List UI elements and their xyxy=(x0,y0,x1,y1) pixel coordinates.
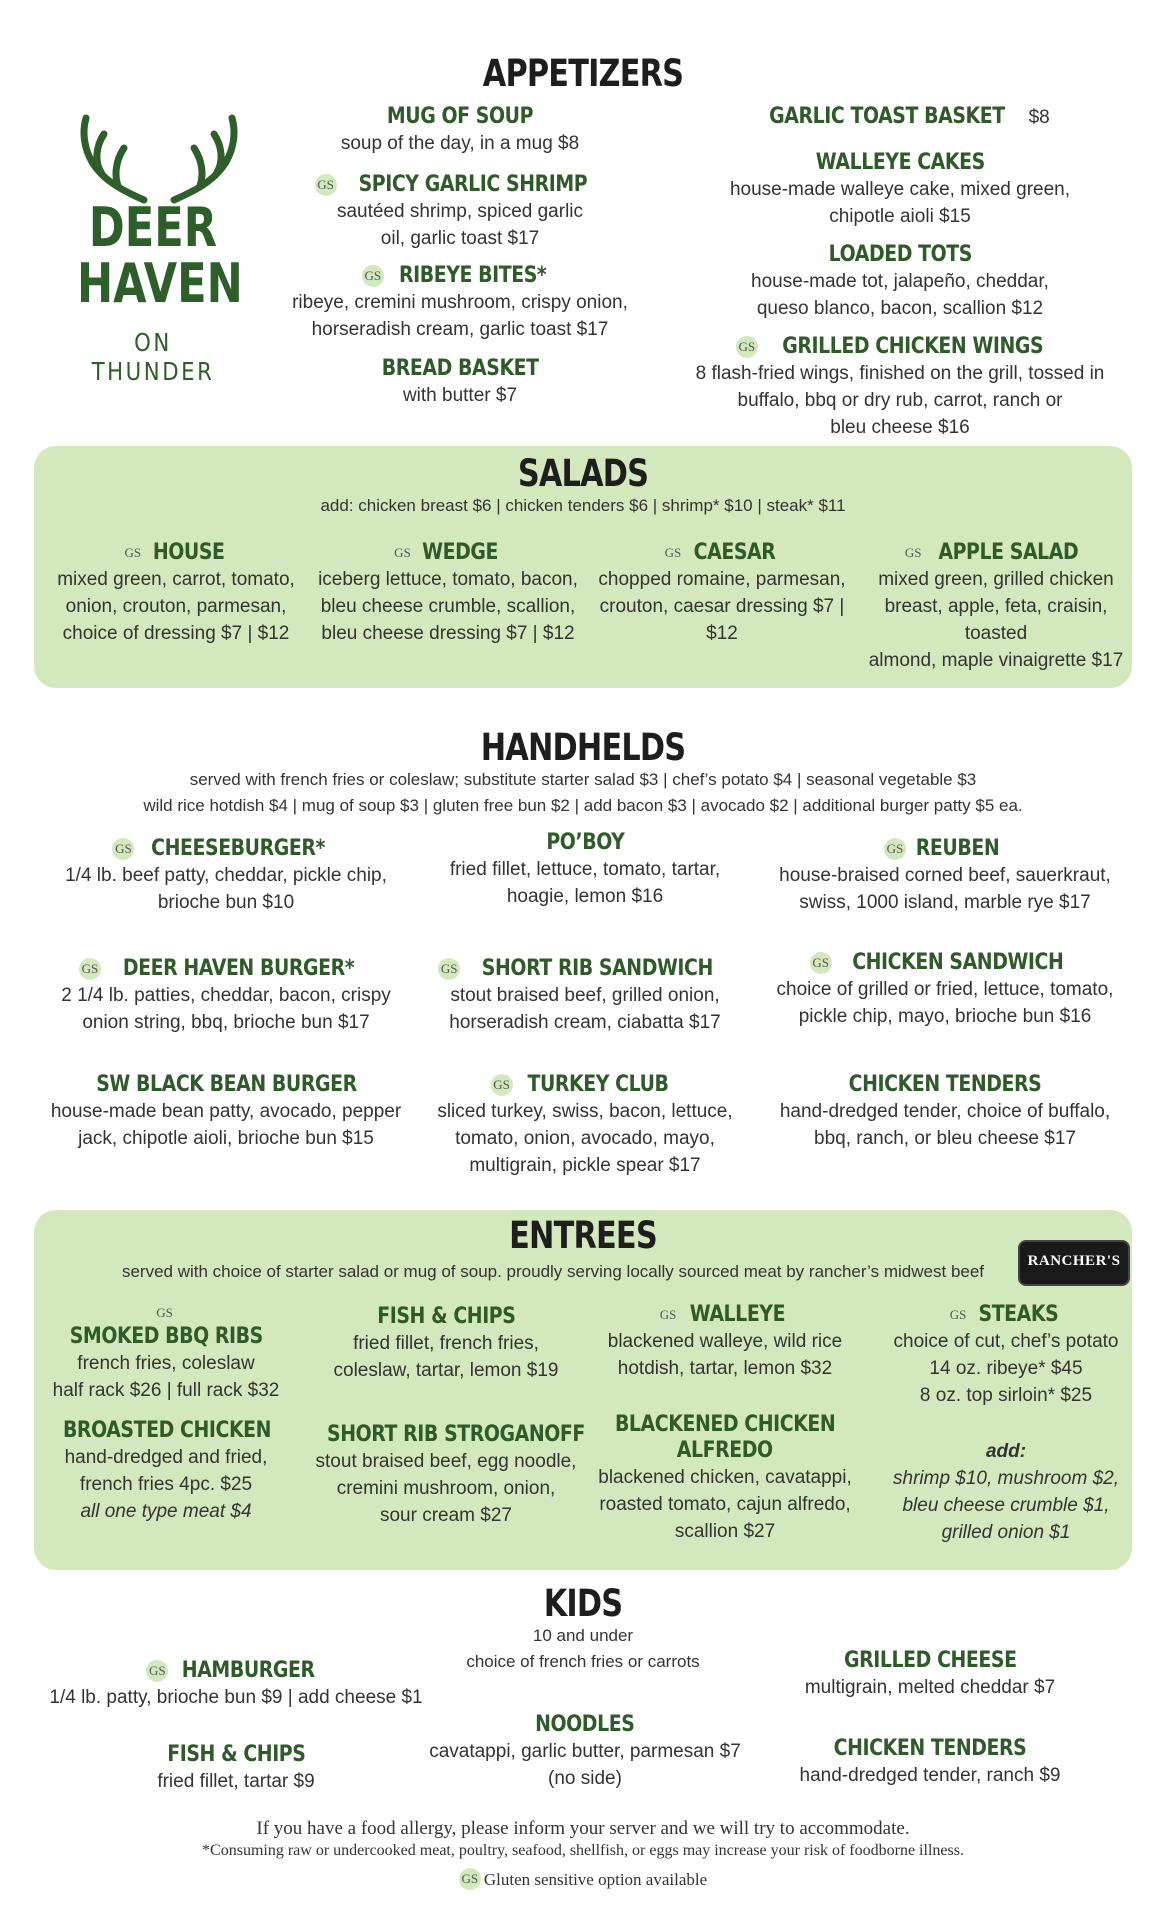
item-desc: mixed green, carrot, tomato, xyxy=(57,569,295,590)
item-name: NOODLES xyxy=(535,1712,635,1737)
item-desc: house-braised corned beef, sauerkraut, xyxy=(779,865,1111,886)
appetizers-title: APPETIZERS xyxy=(482,52,684,95)
item-name: LOADED TOTS xyxy=(828,242,972,267)
gluten-sensitive-icon: GS xyxy=(657,1304,679,1326)
ranchers-logo: RANCHER'S xyxy=(1018,1240,1130,1286)
item-name: GRILLED CHICKEN WINGS xyxy=(781,334,1043,359)
gluten-sensitive-icon: GS xyxy=(122,542,144,564)
add-label: add: xyxy=(985,1441,1027,1462)
item-desc: house-made bean patty, avocado, pepper xyxy=(50,1101,402,1122)
kids-age: 10 and under xyxy=(532,1626,634,1645)
gluten-sensitive-icon: GS xyxy=(315,174,337,196)
item-desc: bleu cheese crumble, scallion, xyxy=(320,596,576,617)
item-desc: ribeye, cremini mushroom, crispy onion, xyxy=(292,292,628,313)
item-desc: breast, apple, feta, craisin, toasted xyxy=(884,596,1108,644)
antlers-icon xyxy=(74,112,244,204)
item-name: SHORT RIB STROGANOFF xyxy=(326,1422,585,1447)
menu-item-caesar-salad xyxy=(584,540,860,647)
item-desc: stout braised beef, grilled onion, xyxy=(450,985,720,1006)
item-desc: french fries, coleslaw xyxy=(77,1353,255,1374)
item-name: RIBEYE BITES* xyxy=(398,263,547,288)
item-desc: bleu cheese $16 xyxy=(830,417,970,438)
kids-sides: choice of french fries or carrots xyxy=(466,1652,700,1671)
item-name: CHEESEBURGER* xyxy=(151,836,326,861)
item-desc: brioche bun $10 xyxy=(157,892,295,913)
entrees-add-ons xyxy=(876,1438,1136,1546)
item-name: REUBEN xyxy=(915,836,1000,861)
item-name: SPICY GARLIC SHRIMP xyxy=(358,172,587,197)
item-desc: sliced turkey, swiss, bacon, lettuce, xyxy=(437,1101,733,1122)
item-name: WALLEYE CAKES xyxy=(815,150,985,175)
item-desc: pickle chip, mayo, brioche bun $16 xyxy=(798,1006,1092,1027)
item-name: HAMBURGER xyxy=(182,1658,315,1683)
item-name: HOUSE xyxy=(152,540,225,565)
item-name: GARLIC TOAST BASKET xyxy=(769,104,1005,129)
item-name: TURKEY CLUB xyxy=(526,1072,669,1097)
menu-item-reuben xyxy=(760,836,1130,916)
logo-haven: HAVEN xyxy=(77,252,243,315)
item-price: $8 xyxy=(1028,107,1050,128)
item-desc: fried fillet, tartar $9 xyxy=(157,1771,315,1792)
item-desc: fried fillet, french fries, xyxy=(353,1333,539,1354)
handhelds-title: HANDHELDS xyxy=(480,726,686,769)
item-desc: 14 oz. ribeye* $45 xyxy=(929,1358,1083,1379)
item-name: MUG OF SOUP xyxy=(386,104,534,129)
item-desc: hand-dredged and fried, xyxy=(64,1447,268,1468)
menu-item-blackened-chicken-alfredo xyxy=(590,1412,860,1545)
handhelds-sides-2: wild rice hotdish $4 | mug of soup $3 | gluten free bun $2 | add bacon $3 | avocado $2 | additional burger patty $5 ea. xyxy=(143,796,1023,815)
gluten-sensitive-icon: GS xyxy=(146,1660,168,1682)
item-name: WALLEYE xyxy=(689,1302,786,1327)
menu-item-sw-black-bean-burger xyxy=(46,1072,406,1152)
menu-item-fish-and-chips xyxy=(316,1304,576,1384)
menu-item-smoked-bbq-ribs xyxy=(46,1302,286,1404)
item-name: ALFREDO xyxy=(677,1438,773,1463)
item-name: GRILLED CHEESE xyxy=(843,1648,1017,1673)
item-name: SHORT RIB SANDWICH xyxy=(481,956,714,981)
item-name: CAESAR xyxy=(693,540,776,565)
item-desc: (no side) xyxy=(548,1768,622,1789)
item-desc: horseradish cream, garlic toast $17 xyxy=(311,319,609,340)
item-desc: oil, garlic toast $17 xyxy=(380,228,540,249)
item-desc: swiss, 1000 island, marble rye $17 xyxy=(799,892,1091,913)
item-desc: almond, maple vinaigrette $17 xyxy=(868,650,1124,671)
gluten-sensitive-icon: GS xyxy=(391,542,413,564)
item-desc: tomato, onion, avocado, mayo, xyxy=(455,1128,715,1149)
gluten-sensitive-icon: GS xyxy=(459,1868,481,1890)
gluten-sensitive-icon: GS xyxy=(884,838,906,860)
menu-item-loaded-tots xyxy=(690,242,1110,322)
item-name: WEDGE xyxy=(422,540,499,565)
entrees-title: ENTREES xyxy=(509,1214,657,1257)
menu-item-kids-chicken-tenders xyxy=(780,1736,1080,1789)
add-line: bleu cheese crumble $1, xyxy=(902,1495,1110,1516)
item-name: CHICKEN SANDWICH xyxy=(851,950,1064,975)
item-desc: jack, chipotle aioli, brioche bun $15 xyxy=(78,1128,374,1149)
gs-legend xyxy=(0,1868,1166,1890)
gluten-sensitive-icon: GS xyxy=(79,958,101,980)
gluten-sensitive-icon: GS xyxy=(662,542,684,564)
item-name: BREAD BASKET xyxy=(381,356,539,381)
menu-item-chicken-sandwich xyxy=(760,950,1130,1030)
menu-item-house-salad xyxy=(46,540,306,647)
item-desc: with butter $7 xyxy=(402,385,518,406)
item-name: APPLE SALAD xyxy=(938,540,1079,565)
item-desc: hoagie, lemon $16 xyxy=(506,886,664,907)
allergy-notice: If you have a food allergy, please inform your server and we will try to accommodate. xyxy=(256,1818,910,1839)
menu-item-turkey-club xyxy=(420,1072,750,1179)
gluten-sensitive-icon: GS xyxy=(810,952,832,974)
item-desc: scallion $27 xyxy=(674,1521,776,1542)
item-desc: blackened walleye, wild rice xyxy=(607,1331,843,1352)
logo-deer: DEER xyxy=(88,196,218,259)
item-desc: stout braised beef, egg noodle, xyxy=(315,1451,577,1472)
item-desc: onion string, bbq, brioche bun $17 xyxy=(82,1012,370,1033)
item-desc: choice of cut, chef’s potato xyxy=(893,1331,1119,1352)
gluten-sensitive-icon: GS xyxy=(112,838,134,860)
item-name: SMOKED BBQ RIBS xyxy=(69,1324,263,1349)
menu-item-ribeye-bites xyxy=(280,263,640,343)
item-desc: 1/4 lb. patty, brioche bun $9 | add cheese $1 xyxy=(49,1687,423,1708)
item-desc: multigrain, melted cheddar $7 xyxy=(804,1677,1056,1698)
item-desc: queso blanco, bacon, scallion $12 xyxy=(756,298,1044,319)
menu-item-spicy-garlic-shrimp xyxy=(290,172,630,252)
item-desc: 8 flash-fried wings, finished on the grill, tossed in xyxy=(695,363,1105,384)
salads-title: SALADS xyxy=(517,452,649,495)
gluten-sensitive-icon: GS xyxy=(947,1304,969,1326)
menu-item-broasted-chicken xyxy=(46,1418,286,1525)
menu-item-bread-basket xyxy=(300,356,620,409)
menu-item-short-rib-stroganoff xyxy=(306,1422,586,1529)
gluten-sensitive-icon: GS xyxy=(154,1302,176,1324)
kids-title: KIDS xyxy=(543,1582,623,1625)
menu-item-poboy xyxy=(420,830,750,910)
item-desc: house-made walleye cake, mixed green, xyxy=(729,179,1071,200)
item-desc: bbq, ranch, or bleu cheese $17 xyxy=(814,1128,1076,1149)
handhelds-sides-1: served with french fries or coleslaw; substitute starter salad $3 | chef’s potato $4 | seasonal vegetable $3 xyxy=(189,770,977,789)
menu-item-kids-hamburger xyxy=(46,1658,426,1711)
item-desc: cremini mushroom, onion, xyxy=(336,1478,556,1499)
item-desc: hand-dredged tender, choice of buffalo, xyxy=(779,1101,1111,1122)
item-name: DEER HAVEN BURGER* xyxy=(122,956,355,981)
menu-item-kids-fish-and-chips xyxy=(86,1742,386,1795)
gluten-sensitive-icon: GS xyxy=(362,265,384,287)
item-desc: chipotle aioli $15 xyxy=(829,206,971,227)
item-desc: choice of grilled or fried, lettuce, tomato, xyxy=(776,979,1114,1000)
item-desc: buffalo, bbq or dry rub, carrot, ranch or xyxy=(737,390,1063,411)
item-desc: blackened chicken, cavatappi, xyxy=(598,1467,852,1488)
item-name: BLACKENED CHICKEN xyxy=(614,1412,836,1437)
item-desc: coleslaw, tartar, lemon $19 xyxy=(333,1360,559,1381)
item-name: CHICKEN TENDERS xyxy=(833,1736,1027,1761)
item-desc: 1/4 lb. beef patty, cheddar, pickle chip, xyxy=(65,865,387,886)
item-desc: fried fillet, lettuce, tomato, tartar, xyxy=(449,859,721,880)
item-desc: horseradish cream, ciabatta $17 xyxy=(449,1012,721,1033)
item-desc: chopped romaine, parmesan, xyxy=(598,569,846,590)
menu-item-steaks xyxy=(876,1302,1136,1409)
item-desc: 2 1/4 lb. patties, cheddar, bacon, crispy xyxy=(61,985,391,1006)
item-name: STEAKS xyxy=(978,1302,1059,1327)
item-desc: sour cream $27 xyxy=(379,1505,512,1526)
menu-item-garlic-toast-basket xyxy=(690,104,1110,131)
item-desc: crouton, caesar dressing $7 | $12 xyxy=(599,596,845,644)
item-desc: roasted tomato, cajun alfredo, xyxy=(599,1494,851,1515)
add-line: shrimp $10, mushroom $2, xyxy=(893,1468,1119,1489)
item-desc: hand-dredged tender, ranch $9 xyxy=(799,1765,1061,1786)
menu-item-cheeseburger xyxy=(46,836,406,916)
menu-item-deer-haven-burger xyxy=(46,956,406,1036)
gluten-sensitive-icon: GS xyxy=(902,542,924,564)
item-desc: french fries 4pc. $25 xyxy=(79,1474,253,1495)
item-desc: 8 oz. top sirloin* $25 xyxy=(919,1385,1093,1406)
item-desc: iceberg lettuce, tomato, bacon, xyxy=(318,569,578,590)
item-desc: hotdish, tartar, lemon $32 xyxy=(617,1358,833,1379)
item-name: SW BLACK BEAN BURGER xyxy=(95,1072,357,1097)
item-desc: sautéed shrimp, spiced garlic xyxy=(336,201,584,222)
add-line: grilled onion $1 xyxy=(941,1522,1071,1543)
menu-item-short-rib-sandwich xyxy=(420,956,750,1036)
item-desc: all one type meat $4 xyxy=(80,1501,252,1522)
item-name: CHICKEN TENDERS xyxy=(848,1072,1042,1097)
menu-item-walleye-cakes xyxy=(690,150,1110,230)
item-name: BROASTED CHICKEN xyxy=(62,1418,272,1443)
item-name: PO’BOY xyxy=(545,830,625,855)
logo-on-thunder: ON THUNDER xyxy=(91,328,215,386)
raw-food-warning: *Consuming raw or undercooked meat, poultry, seafood, shellfish, or eggs may increase your risk of foodborne illness. xyxy=(202,1842,964,1859)
menu-item-walleye xyxy=(590,1302,860,1382)
gluten-sensitive-icon: GS xyxy=(736,336,758,358)
item-desc: multigrain, pickle spear $17 xyxy=(469,1155,701,1176)
gluten-sensitive-icon: GS xyxy=(438,958,460,980)
menu-item-kids-grilled-cheese xyxy=(780,1648,1080,1701)
menu-item-kids-noodles xyxy=(420,1712,750,1792)
item-desc: soup of the day, in a mug $8 xyxy=(340,133,580,154)
item-desc: bleu cheese dressing $7 | $12 xyxy=(321,623,575,644)
menu-item-chicken-tenders xyxy=(760,1072,1130,1152)
gs-legend-text: Gluten sensitive option available xyxy=(483,1870,708,1889)
menu-item-grilled-chicken-wings xyxy=(680,334,1120,441)
item-name: FISH & CHIPS xyxy=(166,1742,306,1767)
item-desc: choice of dressing $7 | $12 xyxy=(62,623,290,644)
item-desc: cavatappi, garlic butter, parmesan $7 xyxy=(429,1741,741,1762)
gluten-sensitive-icon: GS xyxy=(491,1074,513,1096)
salads-add-ons: add: chicken breast $6 | chicken tenders $6 | shrimp* $10 | steak* $11 xyxy=(320,496,846,515)
item-desc: mixed green, grilled chicken xyxy=(878,569,1114,590)
entrees-sub: served with choice of starter salad or mug of soup. proudly serving locally sourced meat by rancher’s midwest beef xyxy=(121,1262,985,1281)
item-name: FISH & CHIPS xyxy=(376,1304,516,1329)
menu-item-mug-of-soup xyxy=(300,104,620,157)
menu-item-wedge-salad xyxy=(316,540,580,647)
item-desc: onion, crouton, parmesan, xyxy=(65,596,287,617)
menu-item-apple-salad xyxy=(856,540,1136,674)
item-desc: half rack $26 | full rack $32 xyxy=(52,1380,280,1401)
item-desc: house-made tot, jalapeño, cheddar, xyxy=(751,271,1049,292)
